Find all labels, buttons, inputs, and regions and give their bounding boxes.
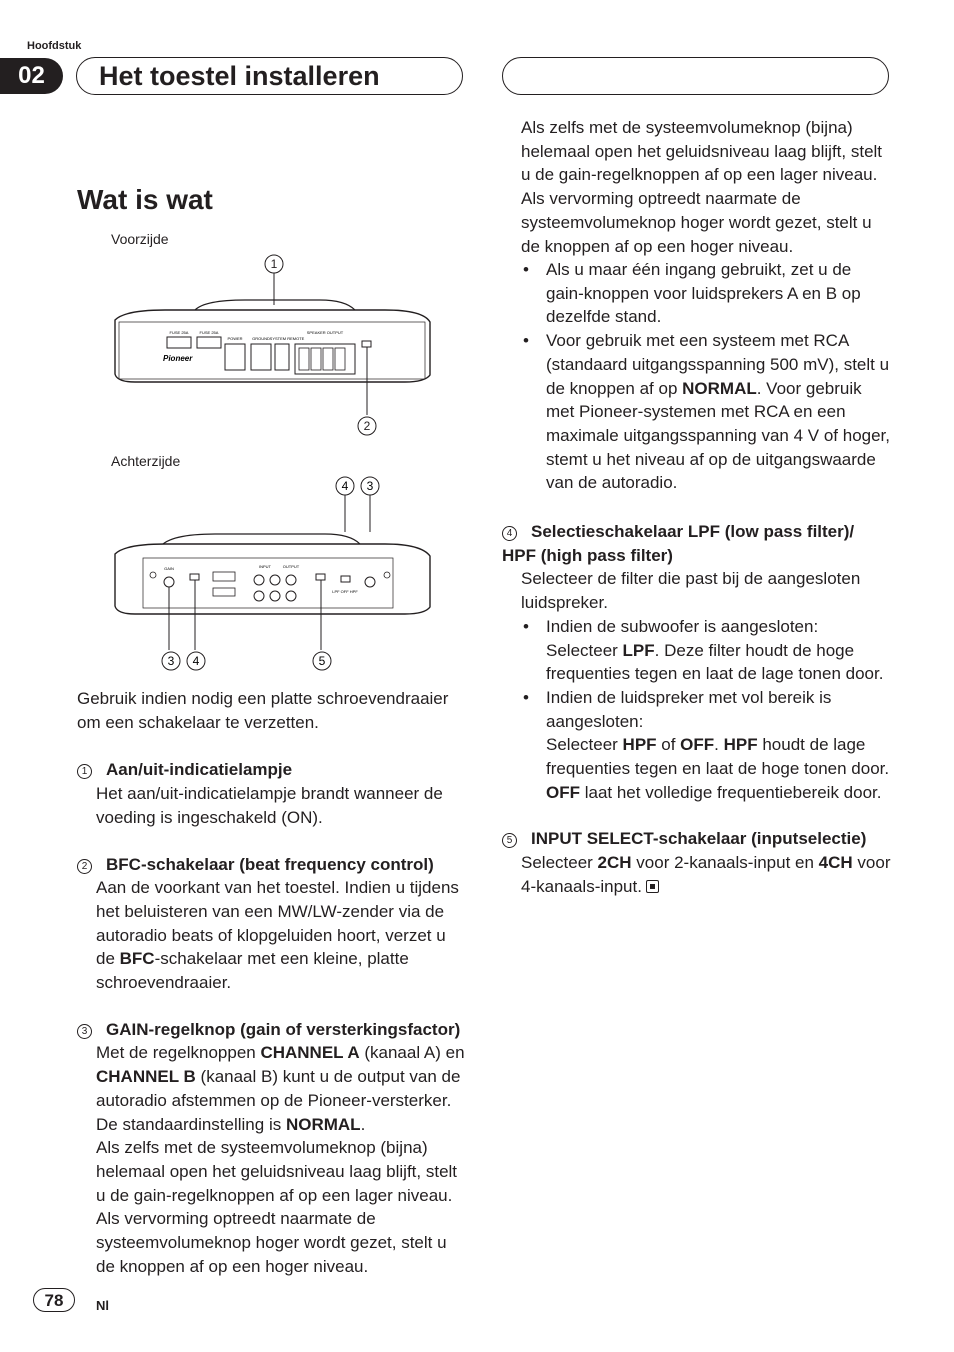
item-5-heading: 5 INPUT SELECT-schakelaar (inputselectie): [502, 827, 892, 851]
svg-text:2: 2: [363, 419, 371, 433]
chapter-title-box: [76, 57, 463, 95]
amplifier-front-illustration: [105, 250, 445, 440]
item-3-body-1: Met de regelknoppen CHANNEL A (kanaal A) en CHANNEL B (kanaal B) kunt u de output van de autoradio afstemmen op de Pioneer-versterker. De standaardinstelling is NORMAL.: [96, 1043, 465, 1134]
end-mark-icon: [646, 880, 659, 893]
svg-text:5: 5: [318, 654, 326, 668]
item-3-bullet-1: • Als u maar één ingang gebruikt, zet u de gain-knoppen voor luidsprekers A en B op dezelfde stand.: [502, 258, 892, 329]
svg-text:POWER: POWER: [227, 336, 243, 341]
svg-text:4: 4: [192, 654, 200, 668]
svg-text:3: 3: [366, 479, 374, 493]
pioneer-logo: Pioneer: [163, 354, 193, 363]
item-2-heading: 2 BFC-schakelaar (beat frequency control): [77, 853, 467, 877]
front-view-label: Voorzijde: [111, 231, 169, 247]
svg-text:4: 4: [341, 479, 349, 493]
right-column: [502, 118, 892, 899]
item-1-heading: 1 Aan/uit-indicatielampje: [77, 758, 467, 782]
chapter-number: 02: [0, 58, 63, 94]
svg-text:FUSE 25A: FUSE 25A: [199, 330, 219, 335]
item-3-body-2-start: Als zelfs met de systeemvolumeknop (bijna) helemaal open het geluidsniveau laag blijft, stelt u de gain-regelknoppen af op een lager niveau. Als vervorming optreedt naarmate de systeemvolumeknop hoger wordt gezet, stelt u de knoppen af op een hoger niveau.: [96, 1138, 458, 1276]
svg-text:OUTPUT: OUTPUT: [282, 564, 300, 569]
item-4-bullet-1: • Indien de subwoofer is aangesloten: Selecteer LPF. Deze filter houdt de hoge frequenties tegen en laat de lage tonen door.: [502, 615, 892, 686]
svg-text:SPEAKER OUTPUT: SPEAKER OUTPUT: [306, 330, 344, 335]
amplifier-rear-illustration: [105, 472, 445, 677]
item-3-heading: 3 GAIN-regelknop (gain of versterkingsfactor): [77, 1018, 467, 1042]
item-3-body-2-continued: Als zelfs met de systeemvolumeknop (bijna) helemaal open het geluidsniveau laag blijft, stelt u de gain-regelknoppen af op een lager niveau. Als vervorming optreedt naarmate de systeemvolumeknop hoger wordt gezet, stelt u de knoppen af op een hoger niveau.: [521, 118, 883, 256]
item-2-body: Aan de voorkant van het toestel. Indien u tijdens het beluisteren van een MW/LW-zender via de autoradio beats of klopgeluiden hoort, verzet u de BFC-schakelaar met een kleine, platte schroevendraaier.: [96, 878, 459, 993]
left-column: [77, 687, 467, 1276]
item-5-body: Selecteer 2CH voor 2-kanaals-input en 4CH voor 4-kanaals-input.: [521, 853, 891, 896]
svg-text:GROUND: GROUND: [252, 336, 270, 341]
item-3-bullet-2: • Voor gebruik met een systeem met RCA (standaard uitgangsspanning 500 mV), stelt u de knoppen af op NORMAL. Voor gebruik met Pioneer-systemen met RCA en een maximale uitgangsspanning van 4 V of hoger, stemt u het niveau af op de uitgangswaarde van de autoradio.: [502, 329, 892, 495]
rear-view-label: Achterzijde: [111, 453, 181, 469]
intro-text: Gebruik indien nodig een platte schroevendraaier om een schakelaar te verzetten.: [77, 689, 449, 732]
item-4-bullet-2: • Indien de luidspreker met vol bereik is aangesloten: Selecteer HPF of OFF. HPF houdt de lage frequenties tegen en laat de hoge tonen door. OFF laat het volledige frequentiebereik door.: [502, 686, 892, 805]
section-title: Wat is wat: [77, 184, 213, 215]
svg-text:FUSE 25A: FUSE 25A: [169, 330, 189, 335]
svg-text:LPF OFF HPF: LPF OFF HPF: [332, 589, 358, 594]
item-4-body: Selecteer de filter die past bij de aangesloten luidspreker.: [521, 569, 861, 613]
svg-text:3: 3: [167, 654, 175, 668]
chapter-label: Hoofdstuk: [27, 40, 82, 52]
svg-text:GAIN: GAIN: [164, 566, 174, 571]
page-number: 78: [33, 1288, 75, 1312]
callout-1-label: 1: [270, 257, 278, 271]
language-code: Nl: [96, 1298, 109, 1313]
svg-text:SYSTEM REMOTE: SYSTEM REMOTE: [269, 336, 305, 341]
chapter-title: Het toestel installeren: [99, 61, 380, 91]
item-1-body: Het aan/uit-indicatielampje brandt wanneer de voeding is ingeschakeld (ON).: [96, 784, 443, 827]
header-empty-box: [502, 57, 889, 95]
svg-text:INPUT: INPUT: [259, 564, 271, 569]
item-4-heading: 4 Selectieschakelaar LPF (low pass filter)/ HPF (high pass filter): [502, 522, 855, 565]
